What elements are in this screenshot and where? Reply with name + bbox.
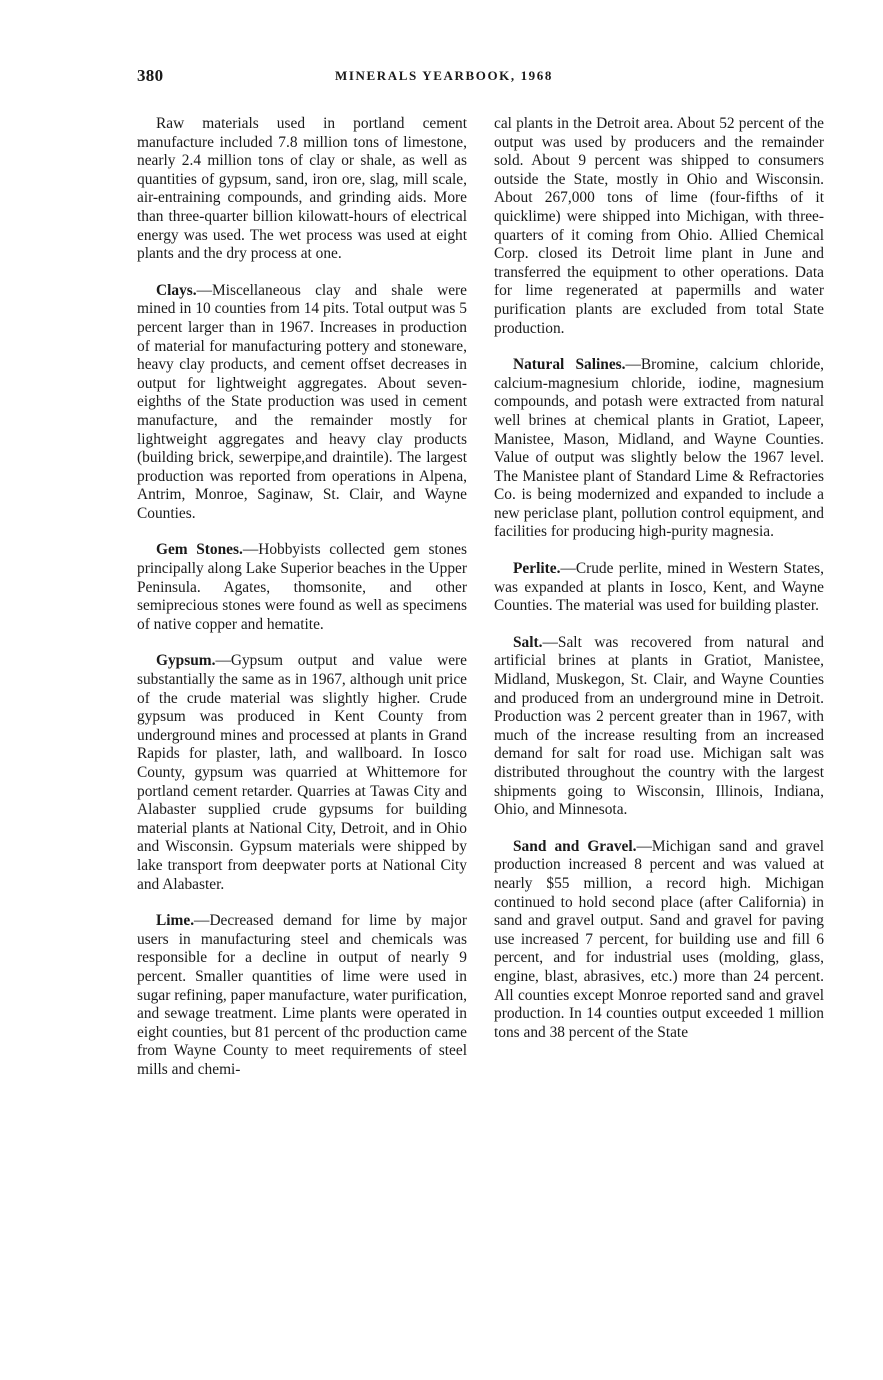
paragraph-lime-continued — [494, 115, 824, 338]
paragraph-text: —Crude perlite, mined in Western States, was expanded at plants in Iosco, Kent, and Wayne Counties. The material was used for building plaster. — [494, 560, 824, 615]
paragraph-perlite — [494, 560, 824, 616]
left-column — [137, 115, 467, 1098]
right-column — [494, 115, 824, 1060]
paragraph-gypsum — [137, 652, 467, 894]
paragraph-text: —Salt was recovered from natural and artificial brines at plants in Gratiot, Manistee, Midland, Muskegon, St. Clair, and Wayne Counties and produced from an underground mine in Detroit. Production was 2 percent greater than in 1967, with much of the increase resulting from an increased demand for salt for road use. Michigan salt was distributed throughout the country with the largest shipments going to Wisconsin, Illinois, Indiana, Ohio, and Minnesota. — [494, 633, 824, 819]
paragraph-gem-stones — [137, 541, 467, 634]
section-heading: Sand and Gravel. — [513, 837, 637, 855]
section-heading: Clays. — [156, 281, 197, 299]
section-heading: Gypsum. — [156, 652, 216, 670]
paragraph-text: cal plants in the Detroit area. About 52 percent of the output was used by producers and the remainder sold. About 9 percent was shipped to consumers outside the State, mostly in Ohio and Wisconsin. About 267,000 tons of lime (four-fifths of it quicklime) were shipped into Michigan, with three-quarters of it coming from Ohio. Allied Chemical Corp. closed its Detroit lime plant in June and transferred the equipment to other operations. Data for lime regenerated at papermills and water purification plants are excluded from total State production. — [494, 115, 824, 337]
page-number: 380 — [137, 66, 164, 85]
section-heading: Perlite. — [513, 560, 561, 578]
running-title: MINERALS YEARBOOK, 1968 — [335, 68, 553, 83]
paragraph-clays — [137, 282, 467, 524]
paragraph-text: —Gypsum output and value were substantially the same as in 1967, although unit price of the crude material was slightly higher. Crude gypsum was produced in Kent County from underground mines and processed at plants in Grand Rapids for plaster, lath, and wallboard. In Iosco County, gypsum was quarried at Whittemore for portland cement retarder. Quarries at Tawas City and Alabaster supplied crude gypsums for building material plants at National City, Detroit, and in Ohio and Wisconsin. Gypsum materials were shipped by lake transport from deepwater ports at National City and Alabaster. — [137, 652, 467, 893]
section-heading: Salt. — [513, 633, 543, 651]
section-heading: Gem Stones. — [156, 541, 243, 559]
paragraph-cement-raw-materials — [137, 115, 467, 264]
paragraph-sand-and-gravel — [494, 838, 824, 1043]
paragraph-text: —Miscellaneous clay and shale were mined in 10 counties from 14 pits. Total output was 5 percent larger than in 1967. Increases in production of material for manufacturing pottery and stoneware, heavy clay products, and cement offset decreases in output for lightweight aggregates. About seven-eighths of the State production was used in cement manufacture, and the remainder mostly for lightweight aggregates and heavy clay products (building brick, sewerpipe,and draintile). The largest production was reported from operations in Alpena, Antrim, Monroe, Saginaw, St. Clair, and Wayne Counties. — [137, 281, 467, 522]
paragraph-text: —Bromine, calcium chloride, calcium-magnesium chloride, iodine, magnesium compounds, and potash were extracted from natural well brines at chemical plants in Gratiot, Lapeer, Manistee, Mason, Midland, and Wayne Counties. Value of output was slightly below the 1967 level. The Manistee plant of Standard Lime & Refractories Co. is being modernized and expanded to include a new periclase plant, pollution control equipment, and facilities for producing high-purity magnesia. — [494, 356, 824, 541]
paragraph-lime — [137, 912, 467, 1079]
paragraph-text: —Decreased demand for lime by major users in manufacturing steel and chemicals was responsible for a decline in output of nearly 9 percent. Smaller quantities of lime were used in sugar refining, paper manufacture, water purification, and sewage treatment. Lime plants were operated in eight counties, but 81 percent of thc production came from Wayne County to meet requirements of steel mills and chemi- — [137, 912, 467, 1078]
section-heading: Natural Salines. — [513, 356, 626, 374]
section-heading: Lime. — [156, 912, 195, 930]
paragraph-text: Raw materials used in portland cement manufacture included 7.8 million tons of limestone, nearly 2.4 million tons of clay or shale, as well as quantities of gypsum, sand, iron ore, slag, mill scale, air-entraining compounds, and grinding aids. More than three-quarter billion kilowatt-hours of electrical energy was used. The wet process was used at eight plants and the dry process at one. — [137, 115, 467, 263]
paragraph-natural-salines — [494, 356, 824, 542]
paragraph-text: —Michigan sand and gravel production increased 8 percent and was valued at nearly $55 million, a record high. Michigan continued to hold second place (after California) in sand and gravel output. Sand and gravel for paving use increased 7 percent, for building use and fill 6 percent, and for industrial uses (molding, glass, engine, blast, abrasives, etc.) more than 24 percent. All counties except Monroe reported sand and gravel production. In 14 counties output exceeded 1 million tons and 38 percent of the State — [494, 837, 824, 1041]
paragraph-text: —Hobbyists collected gem stones principally along Lake Superior beaches in the Upper Peninsula. Agates, thomsonite, and other semiprecious stones were found as well as specimens of native copper and hematite. — [137, 541, 467, 633]
paragraph-salt — [494, 634, 824, 820]
